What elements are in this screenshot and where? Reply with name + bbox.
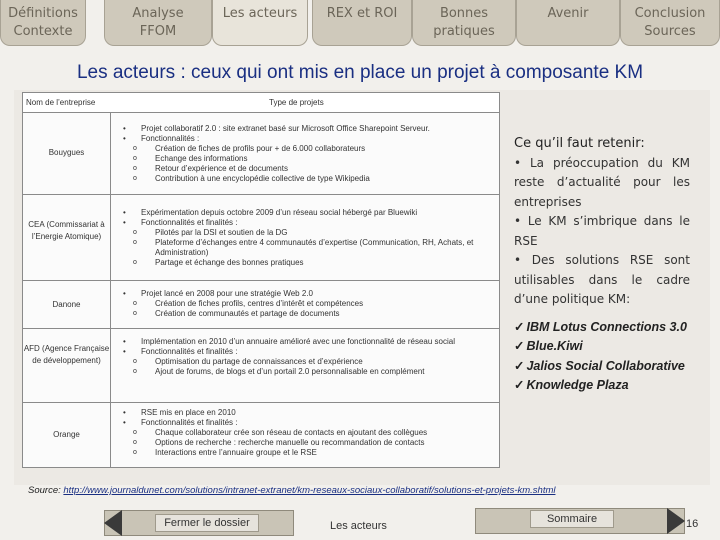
solution-item: ✓ Knowledge Plaza <box>514 376 704 395</box>
tab-label: pratiques <box>433 24 495 39</box>
solution-item: ✓ Jalios Social Collaborative <box>514 357 704 376</box>
list-item: • Implémentation en 2010 d’un annuaire amélioré avec une fonctionnalité de réseau social <box>123 337 493 347</box>
project-description <box>123 124 493 184</box>
list-item: • Fonctionnalités : <box>123 134 493 144</box>
solution-item: ✓ Blue.Kiwi <box>514 337 704 356</box>
key-takeaways <box>514 134 690 310</box>
takeaway-item: • La préoccupation du KM reste d’actualité pour les entreprises <box>514 155 690 209</box>
tab-label: FFOM <box>139 24 177 39</box>
tab-label: Conclusion <box>634 6 706 21</box>
project-description <box>123 289 493 319</box>
tab-label: Sources <box>644 24 696 39</box>
project-description <box>123 337 493 377</box>
company-name: Danone <box>52 300 81 309</box>
list-subitem: o Création de communautés et partage de documents <box>123 309 493 319</box>
list-subitem: o Partage et échange des bonnes pratiques <box>123 258 493 268</box>
list-subitem: o Optimisation du partage de connaissances et d’expérience <box>123 357 493 367</box>
list-subitem: o Interactions entre l’annuaire groupe et le RSE <box>123 448 493 458</box>
takeaways-heading: Ce qu’il faut retenir: <box>514 136 645 151</box>
list-item: • Projet collaboratif 2.0 : site extranet basé sur Microsoft Office Sharepoint Serveur. <box>123 124 493 134</box>
list-subitem: o Ajout de forums, de blogs et d’un portail 2.0 personnalisable en complément <box>123 367 493 377</box>
close-folder-label: Fermer le dossier <box>155 514 259 532</box>
column-header-projects: Type de projets <box>269 98 324 107</box>
tab-label: Avenir <box>547 6 589 21</box>
project-description <box>123 208 493 268</box>
company-name: Bouygues <box>48 148 85 157</box>
tab-conclusion-sources[interactable] <box>620 0 720 46</box>
list-subitem: o Contribution à une encyclopédie collective de type Wikipedia <box>123 174 493 184</box>
tab-rex-roi[interactable] <box>312 0 412 46</box>
page-title: Les acteurs : ceux qui ont mis en place un projet à composante KM <box>76 62 644 83</box>
tab-label: Analyse <box>132 6 184 21</box>
table-header <box>23 93 499 113</box>
table-row <box>23 329 499 403</box>
list-subitem: o Création de fiches de profils pour + de 6.000 collaborateurs <box>123 144 493 154</box>
rse-solutions-list <box>514 318 704 395</box>
list-subitem: o Création de fiches profils, centres d’intérêt et compétences <box>123 299 493 309</box>
close-folder-button[interactable] <box>104 510 294 536</box>
company-name: CEA (Commissariat à l’Energie Atomique) <box>28 220 105 241</box>
company-name: AFD (Agence Française de développement) <box>23 344 110 365</box>
tab-label: Définitions <box>8 6 78 21</box>
takeaway-item: • Des solutions RSE sont utilisables dans le cadre d’une politique KM: <box>514 253 690 306</box>
tab-label: Contexte <box>13 24 73 39</box>
source-line <box>28 485 555 496</box>
current-section: Les acteurs <box>330 520 387 532</box>
list-subitem: o Options de recherche : recherche manuelle ou recommandation de contacts <box>123 438 493 448</box>
list-item: • Fonctionnalités et finalités : <box>123 347 493 357</box>
list-item: • Projet lancé en 2008 pour une stratégie Web 2.0 <box>123 289 493 299</box>
list-subitem: o Chaque collaborateur crée son réseau de contacts en ajoutant des collègues <box>123 428 493 438</box>
list-subitem: o Pilotés par la DSI et soutien de la DG <box>123 228 493 238</box>
top-tab-bar <box>0 0 720 48</box>
list-item: • Fonctionnalités et finalités : <box>123 218 493 228</box>
table-row <box>23 403 499 469</box>
solution-item: ✓ IBM Lotus Connections 3.0 <box>514 318 704 337</box>
project-description <box>123 408 493 458</box>
company-name: Orange <box>53 430 80 439</box>
list-subitem: o Echange des informations <box>123 154 493 164</box>
list-subitem: o Plateforme d’échanges entre 4 communautés d’expertise (Communication, RH, Achats, et Administration) <box>123 238 493 258</box>
list-item: • RSE mis en place en 2010 <box>123 408 493 418</box>
list-item: • Fonctionnalités et finalités : <box>123 418 493 428</box>
tab-label: Bonnes <box>439 6 489 21</box>
tab-analyse-ffom[interactable] <box>104 0 212 46</box>
source-link[interactable]: http://www.journaldunet.com/solutions/intranet-extranet/km-reseaux-sociaux-collaboratif/solutions-et-projets-km.shtml <box>63 485 556 496</box>
tab-label: REX et ROI <box>326 6 398 21</box>
tab-definitions-contexte[interactable] <box>0 0 86 46</box>
summary-button[interactable] <box>475 508 685 534</box>
tab-les-acteurs[interactable] <box>212 0 308 46</box>
list-subitem: o Retour d’expérience et de documents <box>123 164 493 174</box>
summary-label: Sommaire <box>530 510 614 528</box>
arrow-right-icon <box>667 508 685 534</box>
column-header-company: Nom de l’entreprise <box>26 98 96 107</box>
tab-avenir[interactable] <box>516 0 620 46</box>
takeaway-item: • Le KM s’imbrique dans le RSE <box>514 214 690 248</box>
tab-label: Les acteurs <box>222 6 298 21</box>
actors-table <box>22 92 500 468</box>
list-item: • Expérimentation depuis octobre 2009 d’un réseau social hébergé par Bluewiki <box>123 208 493 218</box>
table-row <box>23 281 499 329</box>
table-row <box>23 113 499 195</box>
table-row <box>23 195 499 281</box>
arrow-left-icon <box>104 510 122 536</box>
source-label: Source: <box>28 485 64 496</box>
page-number: 16 <box>686 518 699 530</box>
tab-bonnes-pratiques[interactable] <box>412 0 516 46</box>
